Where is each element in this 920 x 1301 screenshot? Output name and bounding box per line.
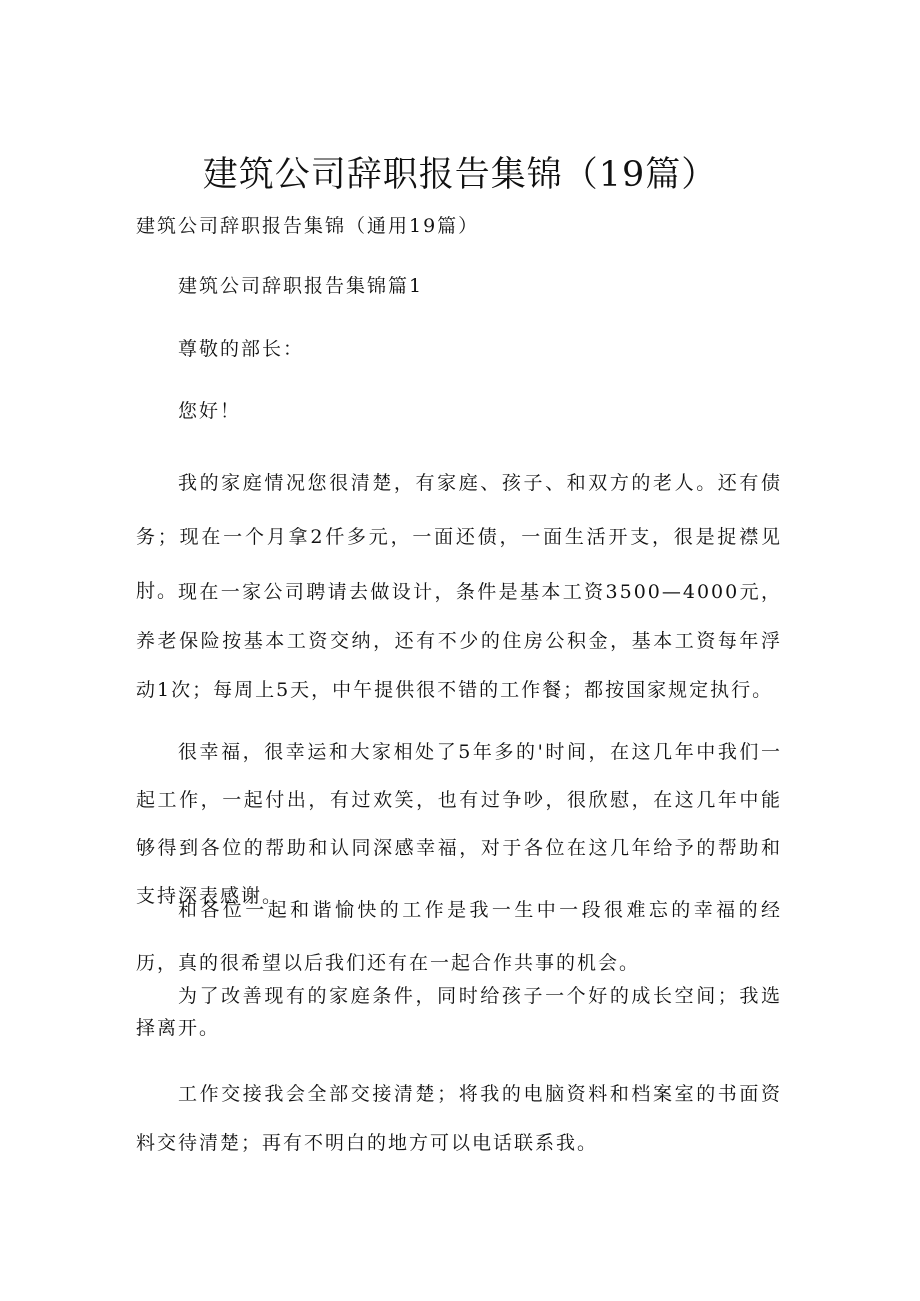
paragraph-memories: 和各位一起和谐愉快的工作是我一生中一段很难忘的幸福的经历，真的很希望以后我们还有在一起合作共事的机会。	[136, 899, 782, 974]
salutation: 尊敬的部长：	[178, 338, 305, 360]
document-subtitle: 建筑公司辞职报告集锦（通用19篇）	[136, 215, 480, 237]
paragraph-family-situation: 我的家庭情况您很清楚，有家庭、孩子、和双方的老人。还有债务；现在一个月拿2仟多元，一面还债，一面生活开支，很是捉襟见肘。	[136, 472, 782, 602]
document-title: 建筑公司辞职报告集锦（19篇）	[202, 155, 718, 195]
greeting: 您好！	[178, 400, 242, 422]
paragraph-new-offer: 现在一家公司聘请去做设计，条件是基本工资3500—4000元，养老保险按基本工资交纳，还有不少的住房公积金，基本工资每年浮动1次；每周上5天，中午提供很不错的工作餐；都按国家规定执行。	[136, 581, 782, 701]
paragraph-gratitude: 很幸福，很幸运和大家相处了5年多的'时间，在这几年中我们一起工作，一起付出，有过欢笑，也有过争吵，很欣慰，在这几年中能够得到各位的帮助和认同深感幸福，对于各位在这几年给予的帮助和支持深表感谢。	[136, 741, 782, 907]
section-heading: 建筑公司辞职报告集锦篇1	[178, 275, 424, 297]
paragraph-decision: 为了改善现有的家庭条件，同时给孩子一个好的成长空间；我选择离开。	[136, 985, 782, 1039]
paragraph-handover: 工作交接我会全部交接清楚；将我的电脑资料和档案室的书面资料交待清楚；再有不明白的地方可以电话联系我。	[136, 1083, 782, 1154]
